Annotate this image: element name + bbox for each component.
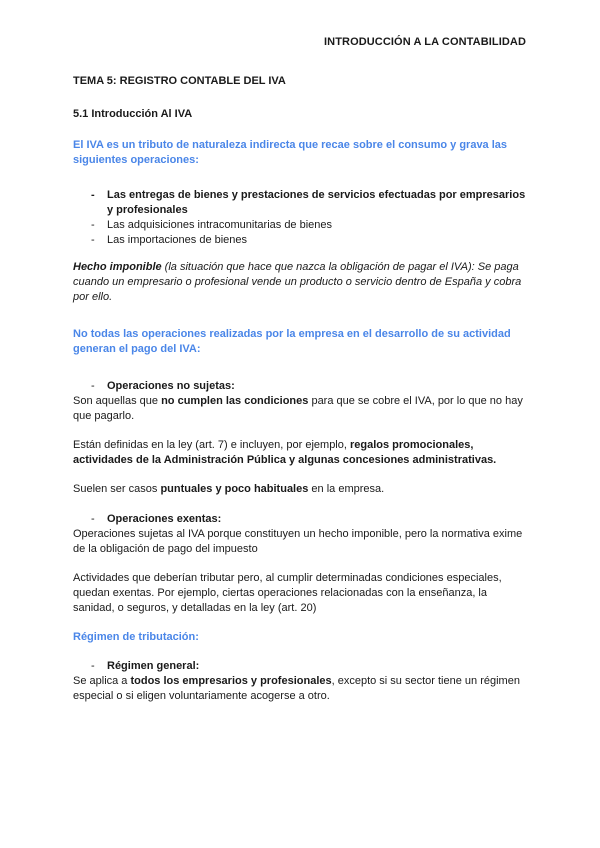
non-subject-paragraph-1: Son aquellas que no cumplen las condiciones para que se cobre el IVA, por lo que no hay que pagarlo. (73, 395, 523, 422)
exempt-heading: - Operaciones exentas: (91, 513, 222, 525)
non-subject-paragraph-3: Suelen ser casos puntuales y poco habituales en la empresa. (73, 483, 385, 495)
taxable-event-term: Hecho imponible (73, 261, 162, 273)
tax-regime-highlight: Régimen de tributación: (73, 631, 199, 643)
operations-list (73, 188, 528, 248)
general-regime-heading: - Régimen general: (91, 660, 200, 672)
general-regime-paragraph: Se aplica a todos los empresarios y profesionales, excepto si su sector tiene un régimen especial o si eligen voluntariamente acogerse a otro. (73, 675, 520, 702)
running-header: INTRODUCCIÓN A LA CONTABILIDAD (324, 36, 526, 48)
section-heading: 5.1 Introducción Al IVA (73, 108, 193, 120)
exempt-paragraph-1: Operaciones sujetas al IVA porque constituyen un hecho imponible, pero la normativa exime de la obligación de pago del impuesto (73, 528, 523, 555)
taxable-event-definition: (la situación que hace que nazca la obligación de pagar el IVA): Se paga cuando un empresario o profesional vende un producto o servicio dentro de España y cobra por ello. (73, 261, 522, 303)
exempt-paragraph-2: Actividades que deberían tributar pero, al cumplir determinadas condiciones especiales, quedan exentas. Por ejemplo, ciertas operaciones relacionadas con la enseñanza, la sanidad, o seguros, y detalladas en la ley (art. 20) (73, 572, 502, 614)
list-item: - Las importaciones de bienes (91, 234, 248, 246)
non-subject-paragraph-2: Están definidas en la ley (art. 7) e incluyen, por ejemplo, regalos promocionales, actividades de la Administración Pública y algunas concesiones administrativas. (73, 439, 497, 466)
document-body (73, 74, 528, 704)
non-subject-heading: - Operaciones no sujetas: (91, 380, 235, 392)
topic-title: TEMA 5: REGISTRO CONTABLE DEL IVA (73, 75, 286, 87)
list-item: - Las entregas de bienes y prestaciones de servicios efectuadas por empresarios y profesionales (91, 189, 526, 216)
taxable-event-paragraph (73, 260, 528, 305)
intro-highlight: El IVA es un tributo de naturaleza indirecta que recae sobre el consumo y grava las siguientes operaciones: (73, 139, 508, 166)
not-all-operations-highlight: No todas las operaciones realizadas por la empresa en el desarrollo de su actividad generan el pago del IVA: (73, 328, 511, 355)
list-item: - Las adquisiciones intracomunitarias de bienes (91, 219, 333, 231)
